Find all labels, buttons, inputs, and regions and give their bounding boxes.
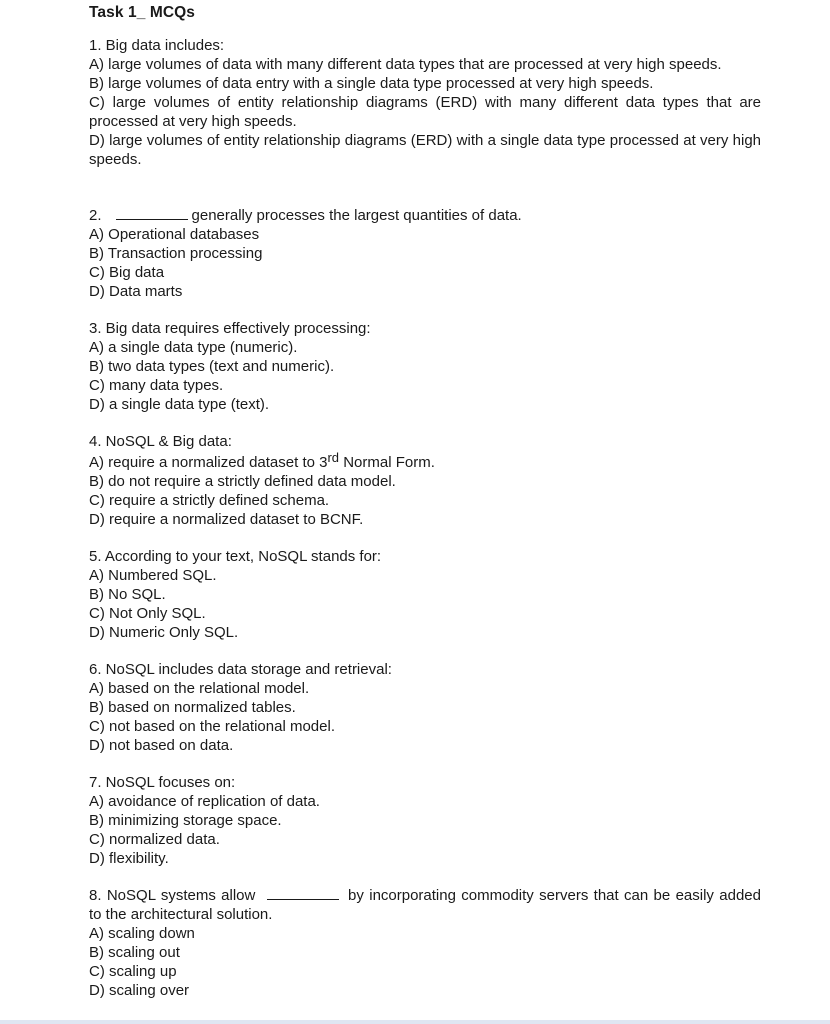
question-6 bbox=[89, 660, 761, 755]
answer-blank bbox=[116, 207, 188, 220]
question-stem bbox=[89, 206, 761, 225]
question-1 bbox=[89, 36, 761, 169]
question-7 bbox=[89, 773, 761, 868]
option-d: D) flexibility. bbox=[89, 850, 169, 867]
option-d: D) large volumes of entity relationship diagrams (ERD) with a single data type processed at very high speeds. bbox=[89, 132, 761, 168]
question-text: by incorporating commodity servers that can be easily added to the architectural solution. bbox=[89, 887, 761, 923]
question-3 bbox=[89, 319, 761, 414]
option-d: D) scaling over bbox=[89, 982, 190, 999]
question-8 bbox=[89, 886, 761, 1000]
option-b: B) do not require a strictly defined data model. bbox=[89, 473, 396, 490]
option-a: A) avoidance of replication of data. bbox=[89, 793, 320, 810]
option-c: C) Big data bbox=[89, 264, 165, 281]
option-c: C) scaling up bbox=[89, 963, 177, 980]
option-b: B) scaling out bbox=[89, 944, 180, 961]
option-a: A) based on the relational model. bbox=[89, 680, 310, 697]
question-stem: 7. NoSQL focuses on: bbox=[89, 774, 236, 791]
option-d: D) a single data type (text). bbox=[89, 396, 270, 413]
superscript: rd bbox=[327, 450, 340, 465]
question-stem: 3. Big data requires effectively processing: bbox=[89, 320, 371, 337]
question-number: 2. bbox=[89, 207, 102, 224]
option-a: A) a single data type (numeric). bbox=[89, 339, 298, 356]
option-d: D) Numeric Only SQL. bbox=[89, 624, 239, 641]
option-d: D) require a normalized dataset to BCNF. bbox=[89, 511, 364, 528]
question-text: 8. NoSQL systems allow bbox=[89, 887, 256, 904]
option-b: B) based on normalized tables. bbox=[89, 699, 296, 716]
option-c: C) large volumes of entity relationship diagrams (ERD) with many different data types that are processed at very high speeds. bbox=[89, 94, 761, 130]
option-text: A) require a normalized dataset to 3 bbox=[89, 454, 328, 471]
option-b: B) Transaction processing bbox=[89, 245, 263, 262]
option-a: A) Numbered SQL. bbox=[89, 567, 217, 584]
question-stem bbox=[89, 886, 761, 924]
question-4 bbox=[89, 432, 761, 529]
page-bottom-edge bbox=[0, 1020, 830, 1024]
option-c: C) require a strictly defined schema. bbox=[89, 492, 330, 509]
option-c: C) normalized data. bbox=[89, 831, 220, 848]
option-a: A) large volumes of data with many different data types that are processed at very high speeds. bbox=[89, 56, 722, 73]
question-stem: 5. According to your text, NoSQL stands for: bbox=[89, 548, 382, 565]
page-title: Task 1_ MCQs bbox=[89, 4, 196, 21]
question-5 bbox=[89, 547, 761, 642]
option-text: Normal Form. bbox=[339, 454, 435, 471]
answer-blank bbox=[267, 887, 339, 900]
question-text: generally processes the largest quantities of data. bbox=[191, 207, 522, 224]
option-d: D) not based on data. bbox=[89, 737, 234, 754]
question-2 bbox=[89, 206, 761, 301]
option-b: B) No SQL. bbox=[89, 586, 166, 603]
option-d: D) Data marts bbox=[89, 283, 183, 300]
option-c: C) not based on the relational model. bbox=[89, 718, 335, 735]
option-a bbox=[89, 450, 761, 472]
question-stem: 4. NoSQL & Big data: bbox=[89, 433, 232, 450]
option-c: C) many data types. bbox=[89, 377, 224, 394]
option-a: A) Operational databases bbox=[89, 226, 260, 243]
option-b: B) minimizing storage space. bbox=[89, 812, 282, 829]
option-c: C) Not Only SQL. bbox=[89, 605, 206, 622]
option-a: A) scaling down bbox=[89, 925, 195, 942]
question-stem: 1. Big data includes: bbox=[89, 37, 225, 54]
question-stem: 6. NoSQL includes data storage and retrieval: bbox=[89, 661, 392, 678]
option-b: B) large volumes of data entry with a single data type processed at very high speeds. bbox=[89, 75, 654, 92]
option-b: B) two data types (text and numeric). bbox=[89, 358, 335, 375]
